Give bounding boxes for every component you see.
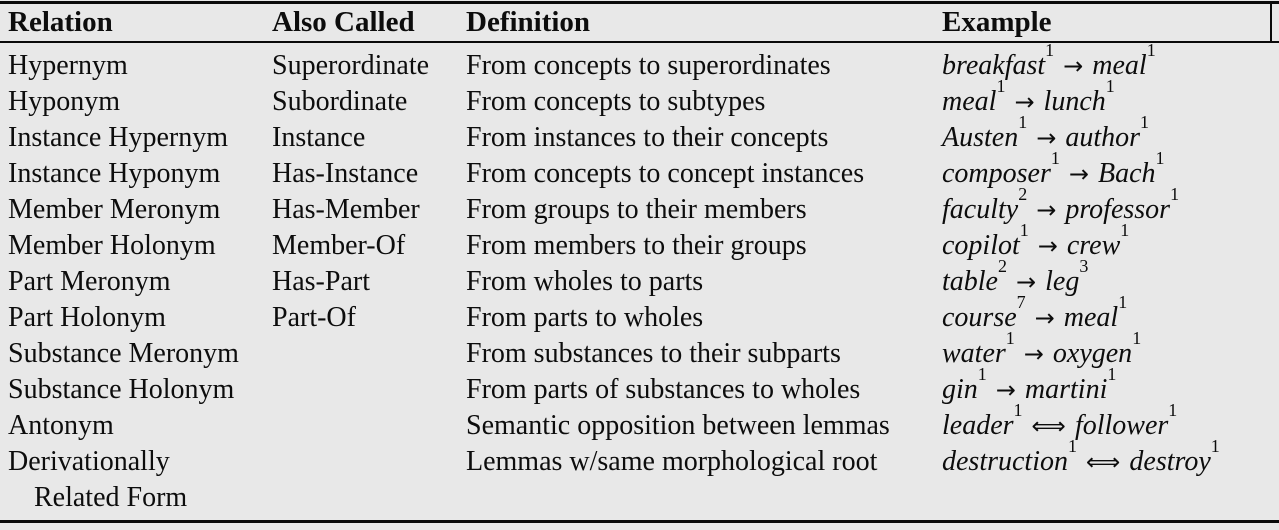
definition-cell: From members to their groups xyxy=(466,230,807,261)
also-called-cell: Superordinate xyxy=(272,50,430,81)
example-target-word: meal xyxy=(1063,302,1119,333)
definition-cell: From parts to wholes xyxy=(466,302,704,333)
example-cell xyxy=(942,399,1279,444)
also-called-cell: Subordinate xyxy=(272,86,408,117)
example-target-word: author xyxy=(1065,122,1141,153)
also-called-cell: Member-Of xyxy=(272,230,406,261)
relation-cell: Member Meronym xyxy=(8,194,221,225)
definition-cell: From substances to their subparts xyxy=(466,338,841,369)
definition-cell: From groups to their members xyxy=(466,194,807,225)
also-called-cell: Has-Instance xyxy=(272,158,419,189)
example-target-word: leg xyxy=(1045,266,1080,297)
example-target-word: follower xyxy=(1074,410,1169,441)
relation-cell: Hypernym xyxy=(8,50,128,81)
sense-number: 1 xyxy=(1170,183,1180,204)
example-source-word: destruction xyxy=(942,446,1068,477)
relation-cell: Instance Hyponym xyxy=(8,158,221,189)
also-called-cell: Part-Of xyxy=(272,302,356,333)
example-source-word: copilot xyxy=(942,230,1020,261)
sense-number: 1 xyxy=(1140,111,1150,132)
sense-number: 1 xyxy=(1105,75,1115,96)
sense-number: 1 xyxy=(1168,399,1178,420)
sense-number: 1 xyxy=(1045,39,1055,60)
table-row xyxy=(0,255,1279,300)
sense-number: 1 xyxy=(1005,327,1015,348)
example-cell xyxy=(942,435,1279,480)
relation-cell: Part Meronym xyxy=(8,266,171,297)
sense-number: 1 xyxy=(1018,111,1028,132)
relation-cell: Member Holonym xyxy=(8,230,216,261)
example-cell xyxy=(942,111,1279,156)
sense-number: 1 xyxy=(1146,39,1156,60)
example-cell xyxy=(942,147,1279,192)
relation-arrow: → xyxy=(1023,340,1044,368)
relation-arrow: → xyxy=(1063,52,1084,80)
example-target-word: destroy xyxy=(1129,446,1211,477)
definition-cell: Semantic opposition between lemmas xyxy=(466,410,890,441)
example-target-word: professor xyxy=(1065,194,1171,225)
column-header-also-called: Also Called xyxy=(272,6,415,38)
sense-number: 1 xyxy=(1132,327,1142,348)
table-row xyxy=(0,327,1279,372)
table-row xyxy=(0,39,1279,84)
relation-cell: Antonym xyxy=(8,410,114,441)
relation-arrow: → xyxy=(1036,124,1057,152)
example-cell xyxy=(942,363,1279,408)
definition-cell: From concepts to concept instances xyxy=(466,158,865,189)
relation-cell: Substance Meronym xyxy=(8,338,239,369)
sense-number: 1 xyxy=(996,75,1006,96)
example-source-word: table xyxy=(942,266,998,297)
example-cell xyxy=(942,291,1279,336)
sense-number: 1 xyxy=(1107,363,1117,384)
relation-cell: Substance Holonym xyxy=(8,374,235,405)
example-source-word: composer xyxy=(942,158,1051,189)
example-target-word: Bach xyxy=(1097,158,1156,189)
column-header-example: Example xyxy=(942,6,1052,38)
relation-arrow: → xyxy=(1037,232,1058,260)
also-called-cell: Instance xyxy=(272,122,366,153)
table-row xyxy=(0,111,1279,156)
relation-arrow: → xyxy=(995,376,1016,404)
example-target-word: meal xyxy=(1092,50,1147,81)
table-row xyxy=(0,363,1279,408)
example-target-word: martini xyxy=(1024,374,1108,405)
sense-number: 1 xyxy=(1019,219,1029,240)
relation-cell: Hyponym xyxy=(8,86,120,117)
sense-number: 1 xyxy=(977,363,987,384)
example-source-word: faculty xyxy=(942,194,1019,225)
sense-number: 1 xyxy=(1120,219,1130,240)
example-target-word: lunch xyxy=(1043,86,1106,117)
sense-number: 1 xyxy=(1013,399,1023,420)
example-target-word: crew xyxy=(1066,230,1121,261)
relation-cell xyxy=(8,444,272,516)
sense-number: 1 xyxy=(1050,147,1060,168)
relation-cell: Part Holonym xyxy=(8,302,166,333)
sense-number: 1 xyxy=(1068,435,1077,456)
example-cell xyxy=(942,75,1279,120)
relation-line-1: Derivationally xyxy=(8,446,170,477)
table-row xyxy=(0,183,1279,228)
example-source-word: water xyxy=(942,338,1006,369)
relation-line-2: Related Form xyxy=(34,482,188,513)
definition-cell: From wholes to parts xyxy=(466,266,704,297)
relation-double-arrow: ⟺ xyxy=(1086,448,1121,476)
sense-number: 7 xyxy=(1016,291,1026,312)
sense-number: 1 xyxy=(1118,291,1128,312)
relation-arrow: → xyxy=(1014,88,1035,116)
column-header-definition: Definition xyxy=(466,6,591,38)
definition-cell: From instances to their concepts xyxy=(466,122,829,153)
table-body xyxy=(0,39,1279,520)
table-row xyxy=(0,75,1279,120)
sense-number: 2 xyxy=(998,255,1007,276)
relation-arrow: → xyxy=(1016,268,1037,296)
table-row xyxy=(0,435,1279,516)
page-edge-artifact-line xyxy=(1270,2,1272,41)
example-target-word: oxygen xyxy=(1052,338,1133,369)
sense-number: 2 xyxy=(1018,183,1028,204)
example-cell xyxy=(942,219,1279,264)
table-row xyxy=(0,399,1279,444)
sense-number: 1 xyxy=(1155,147,1165,168)
relation-cell: Instance Hypernym xyxy=(8,122,229,153)
column-header-relation: Relation xyxy=(8,6,113,38)
example-cell xyxy=(942,183,1279,228)
definition-cell: From concepts to subtypes xyxy=(466,86,766,117)
relation-double-arrow: ⟺ xyxy=(1031,412,1066,440)
sense-number: 3 xyxy=(1079,255,1089,276)
table-bottom-rule xyxy=(0,520,1279,523)
example-source-word: breakfast xyxy=(942,50,1046,81)
table-row xyxy=(0,147,1279,192)
example-source-word: Austen xyxy=(942,122,1019,153)
example-source-word: gin xyxy=(942,374,978,405)
also-called-cell: Has-Member xyxy=(272,194,420,225)
also-called-cell: Has-Part xyxy=(272,266,370,297)
definition-cell: From parts of substances to wholes xyxy=(466,374,861,405)
table-row xyxy=(0,291,1279,336)
example-source-word: meal xyxy=(942,86,997,117)
relation-arrow: → xyxy=(1068,160,1089,188)
definition-cell: Lemmas w/same morphological root xyxy=(466,446,878,477)
table-header-row xyxy=(0,4,1279,41)
relation-arrow: → xyxy=(1034,304,1055,332)
relation-arrow: → xyxy=(1036,196,1057,224)
sense-number: 1 xyxy=(1210,435,1220,456)
example-source-word: course xyxy=(942,302,1017,333)
example-cell xyxy=(942,255,1279,300)
definition-cell: From concepts to superordinates xyxy=(466,50,831,81)
example-source-word: leader xyxy=(942,410,1014,441)
